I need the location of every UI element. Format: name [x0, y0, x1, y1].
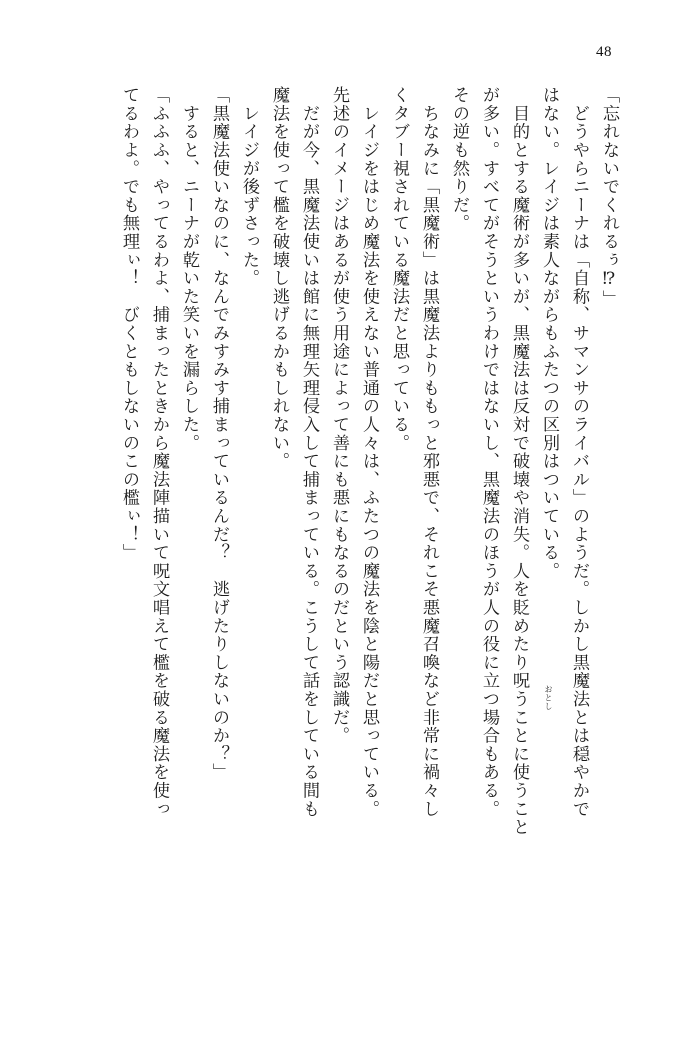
vertical-text-body [52, 86, 622, 996]
text-column: くタブー視されている魔法だと思っている。 [389, 86, 409, 452]
text-column: その逆も然りだ。 [449, 86, 469, 233]
text-column: レイジが後ずさった。 [239, 86, 259, 288]
text-column: だが今、黒魔法使いは館に無理矢理侵入して捕まっている。こうして話をしている間も [299, 86, 319, 818]
text-column: 「ふふふ、やってるわよ、捕まったときから魔法陣描いて呪文唱えて檻を破る魔法を使っ [149, 86, 169, 818]
text-column: すると、ニーナが乾いた笑いを漏らした。 [179, 86, 199, 452]
text-column: てるわよ。でも無理ぃ！ びくともしないのこの檻ぃ！」 [119, 86, 139, 562]
text-column: 魔法を使って檻を破壊し逃げるかもしれない。 [269, 86, 289, 471]
text-column: 「忘れないでくれるぅ⁉」 [599, 86, 619, 309]
text-column: レイジをはじめ魔法を使えない普通の人々は、ふたつの魔法を陰と陽だと思っている。 [359, 86, 379, 818]
text-column: が多い。すべてがそうというわけではないし、黒魔法のほうが人の役に立つ場合もある。 [479, 86, 499, 818]
text-column: 目的とする魔術が多いが、黒魔法は反対で破壊や消失。人を貶めたり呪うことに使うこと [509, 86, 529, 837]
text-column: ちなみに「黒魔術」は黒魔法よりももっと邪悪で、それこそ悪魔召喚など非常に禍々し [419, 86, 439, 818]
text-column: どうやらニーナは「自称、サマンサのライバル」のようだ。しかし黒魔法とは穏やかで [569, 86, 589, 818]
ruby-annotation-otoshi: おとし [544, 685, 553, 711]
text-column: 「黒魔法使いなのに、なんでみすみす捕まっているんだ？ 逃げたりしないのか？」 [209, 86, 229, 782]
text-column: 先述のイメージはあるが使う用途によって善にも悪にもなるのだという認識だ。 [329, 86, 349, 745]
text-column: はない。レイジは素人ながらもふたつの区別はついている。 [539, 86, 559, 581]
page-number: 48 [596, 44, 612, 60]
